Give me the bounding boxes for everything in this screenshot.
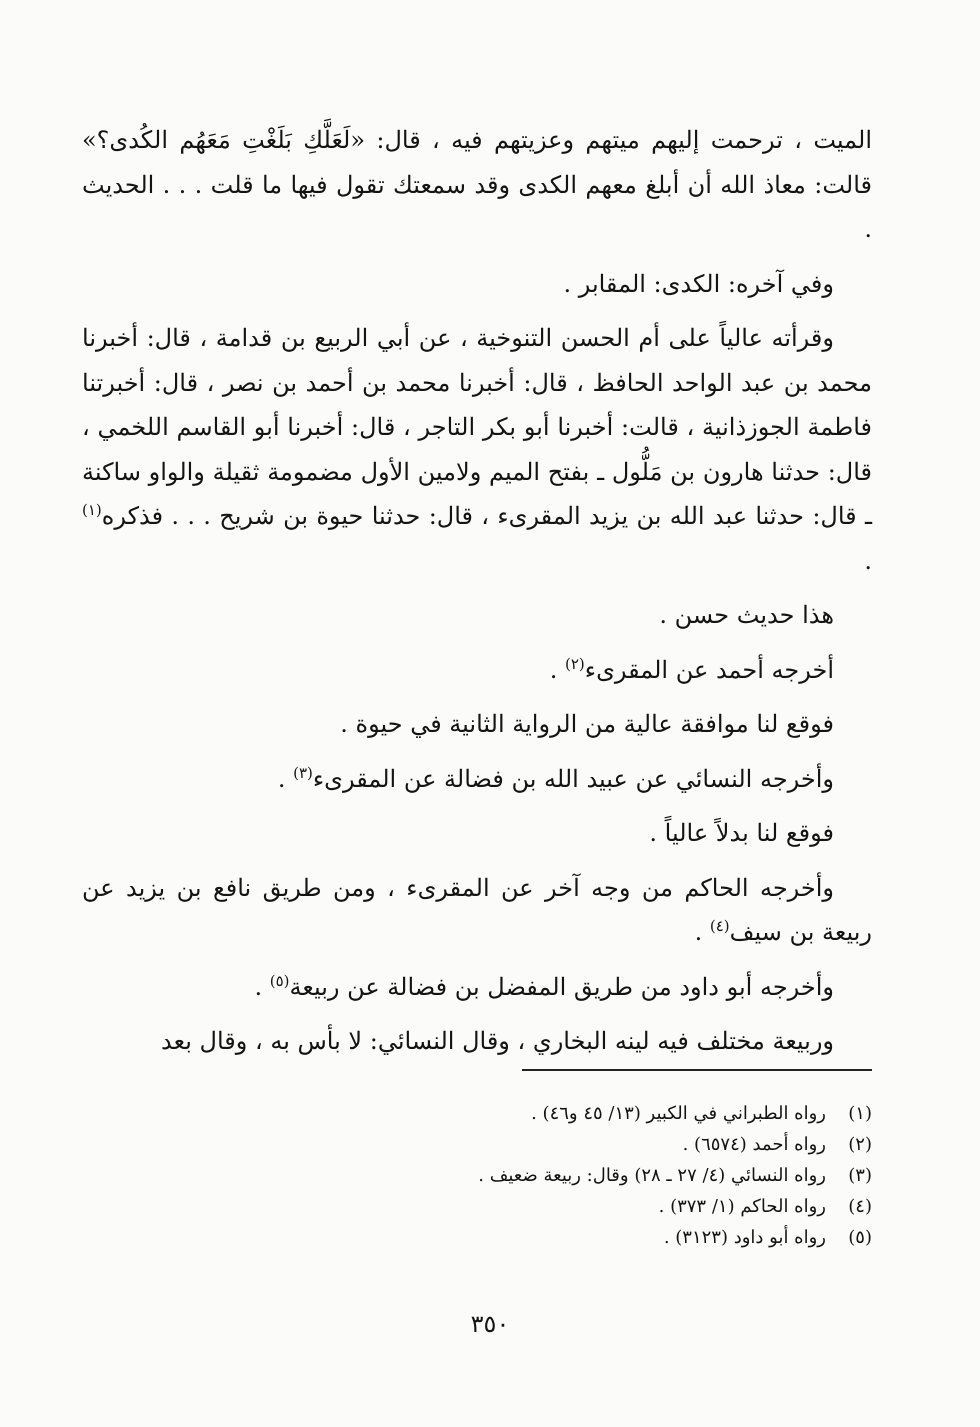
footnote (352, 1129, 872, 1160)
footnote-text: رواه أحمد (٦٥٧٤) . (682, 1134, 826, 1155)
footnote-text: رواه الطبراني في الكبير (١٣/ ٤٥ و٤٦) . (531, 1103, 826, 1124)
footnote (352, 1098, 872, 1129)
footnote-number: (٤) (848, 1196, 872, 1217)
paragraph: فوقع لنا موافقة عالية من الرواية الثانية في حيوة . (340, 710, 834, 738)
paragraph: أخرجه أحمد عن المقرىء$^{(٢)}$ . (549, 654, 834, 684)
footnote-text: رواه الحاكم (١/ ٣٧٣) . (658, 1196, 826, 1217)
paragraph: الميت ، ترحمت إليهم ميتهم وعزيتهم فيه ، قال: «لَعَلَّكِ بَلَغْتِ مَعَهُم الكُدى؟» قالت: معاذ الله أن أبلغ معهم الكدى وقد سمعتك تقول فيها ما قلت . . . الحديث . (82, 126, 872, 243)
footnote-text: رواه النسائي (٤/ ٢٧ ـ ٢٨) وقال: ربيعة ضعيف . (478, 1165, 826, 1186)
main-text (82, 118, 872, 1074)
paragraph: وربيعة مختلف فيه لينه البخاري ، وقال النسائي: لا بأس به ، وقال بعد (161, 1027, 834, 1055)
footnote-ref: (٣) (293, 763, 313, 782)
footnotes (352, 1098, 872, 1253)
paragraph: وأخرجه النسائي عن عبيد الله بن فضالة عن المقرىء$^{(٣)}$ . (277, 763, 834, 793)
paragraph: هذا حديث حسن . (659, 601, 834, 629)
footnote (352, 1191, 872, 1222)
paragraph: فوقع لنا بدلاً عالياً . (649, 819, 834, 847)
footnote-ref: (٤) (709, 917, 730, 935)
page-number: ٣٥٠ (470, 1310, 510, 1338)
footnote-text: رواه أبو داود (٣١٢٣) . (663, 1227, 826, 1248)
paragraph: وأخرجه أبو داود من طريق المفضل بن فضالة عن ربيعة$^{(٥)}$ . (254, 971, 834, 1001)
footnote-number: (٣) (848, 1165, 872, 1186)
footnote-ref: (٢) (565, 654, 585, 673)
footnote-ref: (١) (82, 501, 102, 519)
footnote (352, 1222, 872, 1253)
paragraph: وقرأته عالياً على أم الحسن التنوخية ، عن أبي الربيع بن قدامة ، قال: أخبرنا محمد بن عبد الواحد الحافظ ، قال: أخبرنا محمد بن أحمد بن نصر ، قال: أخبرتنا فاطمة الجوزذانية ، قالت: أخبرنا أبو بكر التاجر ، قال: أخبرنا أبو القاسم اللخمي ، قال: حدثنا هارون بن مَلُّول ـ بفتح الميم ولامين الأول مضمومة ثقيلة والواو ساكنة ـ قال: حدثنا عبد الله بن يزيد المقرىء ، قال: حدثنا حيوة بن شريح . . . فذكره$^{(١)}$ . (82, 324, 872, 575)
footnote-number: (١) (848, 1103, 872, 1124)
footnote-ref: (٥) (269, 971, 290, 990)
paragraph: وفي آخره: الكدى: المقابر . (563, 269, 834, 298)
paragraph: وأخرجه الحاكم من وجه آخر عن المقرىء ، ومن طريق نافع بن يزيد عن ربيعة بن سيف$^{(٤)}$ . (82, 873, 872, 946)
footnote (352, 1160, 872, 1191)
footnote-number: (٥) (848, 1227, 872, 1248)
footnote-number: (٢) (848, 1134, 872, 1155)
footnote-divider (522, 1069, 872, 1071)
